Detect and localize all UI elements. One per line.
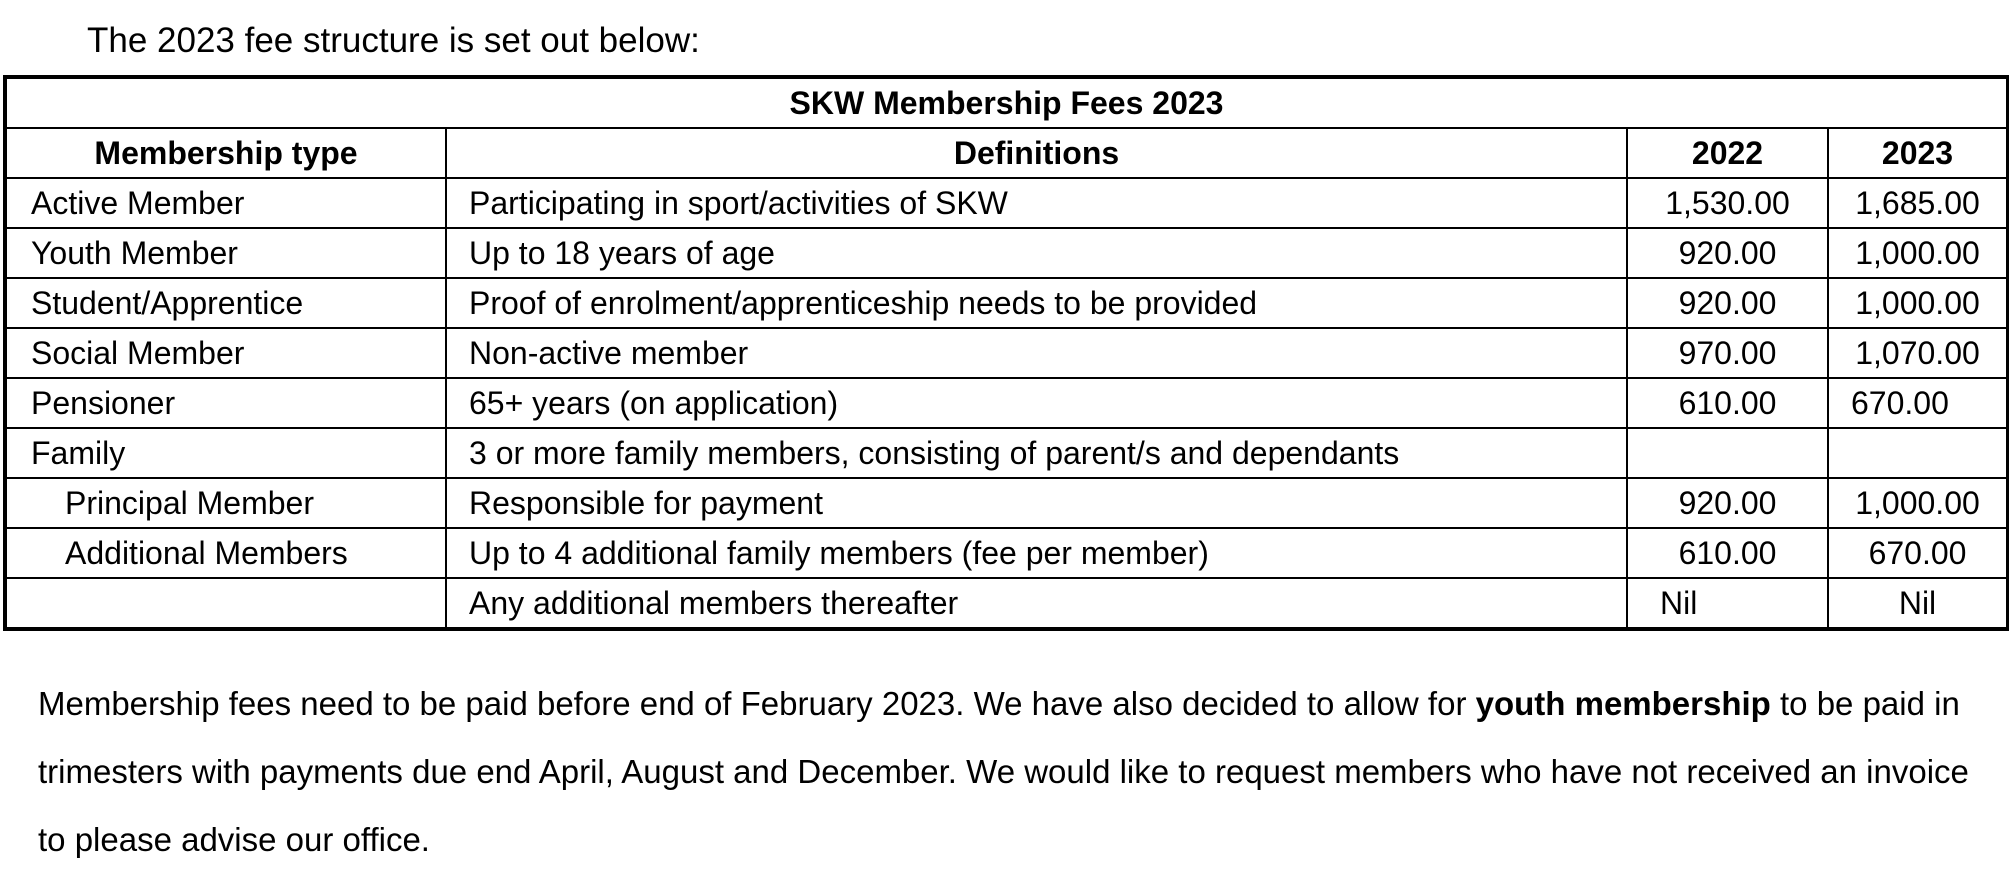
fee-2022-cell: 1,530.00 — [1627, 178, 1828, 228]
fee-2022-cell: 610.00 — [1627, 378, 1828, 428]
fee-2022-cell: 920.00 — [1627, 478, 1828, 528]
definition-cell: Non-active member — [446, 328, 1627, 378]
fee-2022-cell: 920.00 — [1627, 228, 1828, 278]
table-row — [5, 178, 2008, 228]
fee-2022-cell: Nil — [1627, 578, 1828, 629]
header-membership-type: Membership type — [5, 128, 446, 178]
intro-text: The 2023 fee structure is set out below: — [87, 21, 700, 60]
fee-2023-cell: 670.00 — [1828, 528, 2008, 578]
table-title-row — [5, 77, 2008, 128]
definition-cell: Proof of enrolment/apprenticeship needs to be provided — [446, 278, 1627, 328]
payment-note-paragraph — [38, 670, 1998, 874]
fee-2023-cell: 1,000.00 — [1828, 478, 2008, 528]
membership-fees-table — [3, 75, 2009, 631]
definition-cell: Up to 18 years of age — [446, 228, 1627, 278]
definition-cell: Up to 4 additional family members (fee per member) — [446, 528, 1627, 578]
fee-2022-cell: 920.00 — [1627, 278, 1828, 328]
fee-2023-cell: 1,000.00 — [1828, 278, 2008, 328]
table-row — [5, 428, 2008, 478]
paragraph-bold-text: youth membership — [1475, 685, 1771, 722]
definition-cell: Participating in sport/activities of SKW — [446, 178, 1627, 228]
membership-type-cell — [5, 578, 446, 629]
table-row — [5, 478, 2008, 528]
membership-type-cell: Active Member — [5, 178, 446, 228]
table-title: SKW Membership Fees 2023 — [5, 77, 2008, 128]
definition-cell: Responsible for payment — [446, 478, 1627, 528]
table-row — [5, 328, 2008, 378]
fee-2023-cell: Nil — [1828, 578, 2008, 629]
header-2023: 2023 — [1828, 128, 2008, 178]
membership-type-cell: Principal Member — [5, 478, 446, 528]
definition-cell: 65+ years (on application) — [446, 378, 1627, 428]
definition-cell: Any additional members thereafter — [446, 578, 1627, 629]
fee-2023-cell: 1,000.00 — [1828, 228, 2008, 278]
fee-2023-cell — [1828, 428, 2008, 478]
membership-type-cell: Additional Members — [5, 528, 446, 578]
membership-type-cell: Social Member — [5, 328, 446, 378]
definition-cell: 3 or more family members, consisting of parent/s and dependants — [446, 428, 1627, 478]
table-row — [5, 228, 2008, 278]
membership-type-cell: Family — [5, 428, 446, 478]
table-row — [5, 578, 2008, 629]
fee-2023-cell: 1,685.00 — [1828, 178, 2008, 228]
header-2022: 2022 — [1627, 128, 1828, 178]
fee-2022-cell: 970.00 — [1627, 328, 1828, 378]
paragraph-text-part2: to be paid in trimesters with payments due end April, August and December. We would like to request members who have not received an invoice to please advise our office. — [38, 685, 1969, 858]
paragraph-text-part1: Membership fees need to be paid before end of February 2023. We have also decided to allow for — [38, 685, 1476, 722]
table-header-row — [5, 128, 2008, 178]
fee-2022-cell — [1627, 428, 1828, 478]
fee-2023-cell: 1,070.00 — [1828, 328, 2008, 378]
membership-type-cell: Youth Member — [5, 228, 446, 278]
membership-type-cell: Pensioner — [5, 378, 446, 428]
table-row — [5, 378, 2008, 428]
fee-2022-cell: 610.00 — [1627, 528, 1828, 578]
table-row — [5, 278, 2008, 328]
membership-type-cell: Student/Apprentice — [5, 278, 446, 328]
header-definitions: Definitions — [446, 128, 1627, 178]
fee-2023-cell: 670.00 — [1828, 378, 2008, 428]
table-row — [5, 528, 2008, 578]
